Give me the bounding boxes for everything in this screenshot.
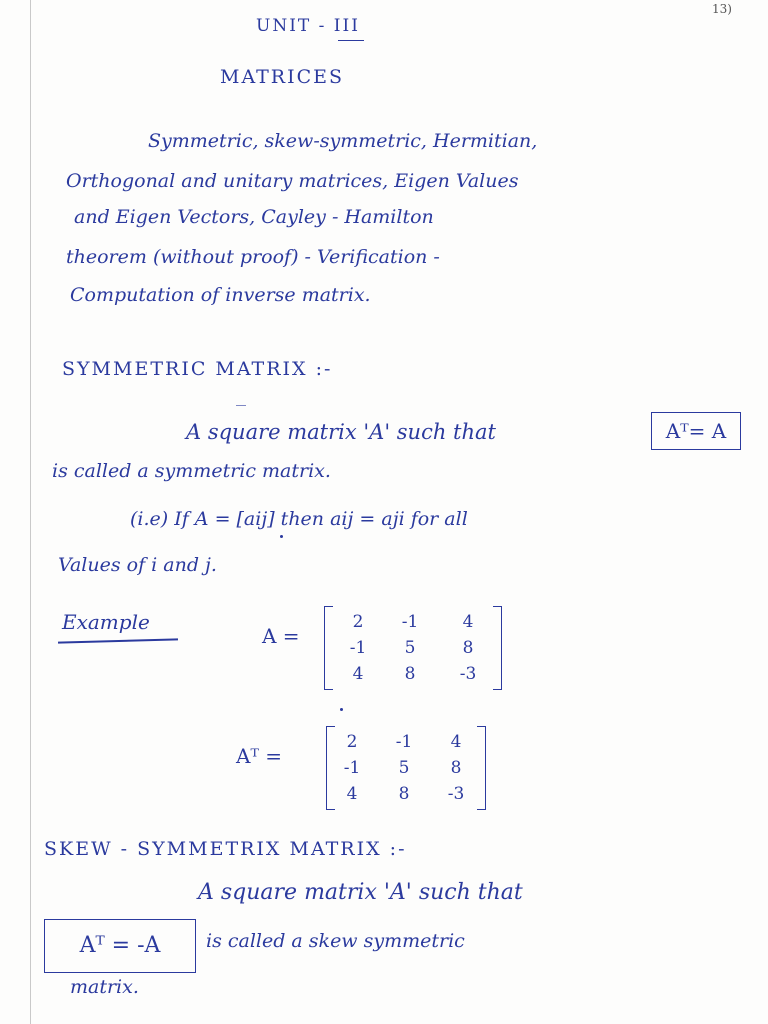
symmetric-heading: SYMMETRIC MATRIX :- bbox=[62, 358, 333, 380]
symmetric-definition-box: Aᵀ= A bbox=[651, 412, 741, 450]
matrix-cell: 4 bbox=[346, 784, 358, 804]
matrix-cell: 8 bbox=[398, 784, 410, 804]
matrix-a-transpose bbox=[326, 726, 486, 810]
matrix-at-label: Aᵀ = bbox=[236, 744, 282, 768]
matrix-cell: -1 bbox=[343, 758, 361, 778]
matrix-cell: -1 bbox=[349, 638, 367, 658]
matrix-cell: -3 bbox=[459, 664, 477, 684]
matrix-cell: 8 bbox=[462, 638, 474, 658]
skew-symmetric-heading: SKEW - SYMMETRIX MATRIX :- bbox=[44, 838, 407, 860]
matrix-bracket-right bbox=[493, 606, 502, 690]
matrix-cell: 2 bbox=[352, 612, 364, 632]
page-number: 13) bbox=[712, 2, 732, 16]
matrix-cell: 5 bbox=[404, 638, 416, 658]
matrix-cell: 8 bbox=[404, 664, 416, 684]
matrix-cell: 4 bbox=[352, 664, 364, 684]
matrix-a-label: A = bbox=[262, 624, 300, 648]
example-underline bbox=[58, 638, 178, 643]
syllabus-line-2: Orthogonal and unitary matrices, Eigen Values bbox=[66, 170, 519, 192]
matrix-bracket-left bbox=[324, 606, 333, 690]
symmetric-definition-line-2: is called a symmetric matrix. bbox=[52, 460, 331, 482]
matrix-cell: 8 bbox=[450, 758, 462, 778]
symmetric-ie-line: (i.e) If A = [aij] then aij = aji for all bbox=[130, 508, 468, 530]
syllabus-line-5: Computation of inverse matrix. bbox=[70, 284, 371, 306]
pen-mark bbox=[236, 405, 246, 406]
skew-definition-line-2: is called a skew symmetric bbox=[206, 930, 465, 952]
matrix-cell: -1 bbox=[401, 612, 419, 632]
unit-heading: UNIT - III bbox=[256, 16, 360, 36]
matrix-cell: 2 bbox=[346, 732, 358, 752]
skew-definition-line-1: A square matrix 'A' such that bbox=[198, 880, 523, 905]
symmetric-definition-line-1: A square matrix 'A' such that bbox=[186, 420, 496, 444]
unit-underline bbox=[338, 40, 364, 41]
matrix-cell: -3 bbox=[447, 784, 465, 804]
matrix-bracket-right bbox=[477, 726, 486, 810]
margin-line bbox=[30, 0, 31, 1024]
syllabus-line-3: and Eigen Vectors, Cayley - Hamilton bbox=[74, 206, 434, 228]
pen-mark bbox=[280, 535, 283, 538]
matrix-a bbox=[324, 606, 502, 690]
matrix-cell: 4 bbox=[462, 612, 474, 632]
example-label: Example bbox=[62, 610, 150, 634]
matrix-cell: 4 bbox=[450, 732, 462, 752]
syllabus-line-4: theorem (without proof) - Verification - bbox=[66, 246, 440, 268]
syllabus-line-1: Symmetric, skew-symmetric, Hermitian, bbox=[148, 130, 538, 152]
page-title: MATRICES bbox=[220, 66, 345, 88]
pen-mark bbox=[340, 708, 343, 711]
skew-definition-line-3: matrix. bbox=[70, 976, 139, 998]
skew-definition-box: Aᵀ = -A bbox=[44, 919, 196, 973]
matrix-cell: 5 bbox=[398, 758, 410, 778]
symmetric-values-line: Values of i and j. bbox=[58, 554, 217, 576]
matrix-cell: -1 bbox=[395, 732, 413, 752]
